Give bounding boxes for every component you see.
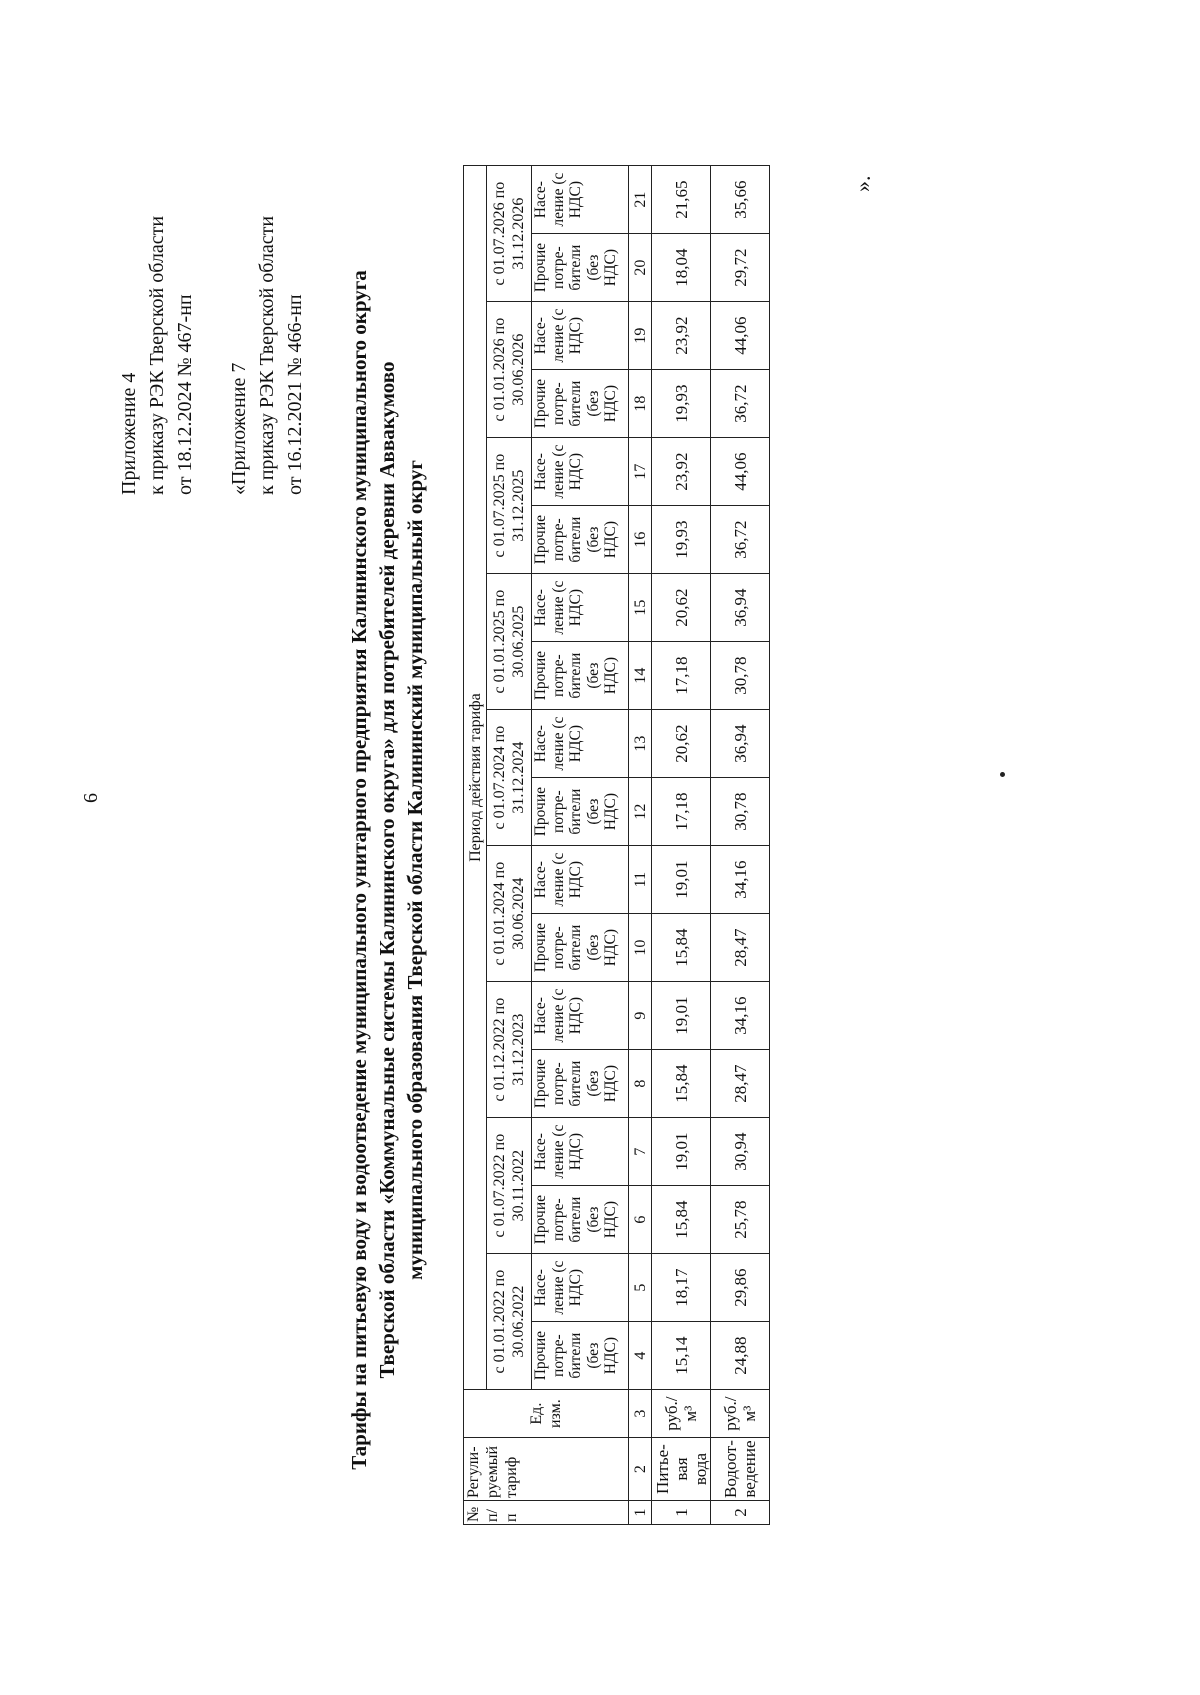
subheader-other-consumers: Прочие потре-бители (без НДС) [532,1050,629,1118]
tariff-value: 30,78 [711,642,770,710]
tariff-value: 34,16 [711,982,770,1050]
tariff-value: 17,18 [652,778,711,846]
appendix-old-line3: от 16.12.2021 № 466-нп [284,294,306,495]
subheader-other-consumers: Прочие потре-бители (без НДС) [532,914,629,982]
title-line1: Тарифы на питьевую воду и водоотведение муниципального унитарного предприятия Калининского муниципального округа [347,270,371,1470]
tariff-value: 28,47 [711,1050,770,1118]
column-numbering-row [629,166,652,1525]
appendix-new-reference [115,216,199,495]
document-title [345,145,429,1595]
tariff-value: 34,16 [711,846,770,914]
tariff-value: 36,94 [711,574,770,642]
tariff-value: 15,14 [652,1322,711,1390]
appendix-new-line3: от 18.12.2024 № 467-нп [174,294,196,495]
column-number: 2 [629,1438,652,1501]
col-header-number: № п/п [464,1501,629,1525]
tariff-value: 23,92 [652,302,711,370]
tariff-value: 25,78 [711,1186,770,1254]
tariff-value: 36,72 [711,506,770,574]
column-number: 9 [629,982,652,1050]
appendix-old-reference [225,216,309,495]
unit-cell: руб./м³ [652,1390,711,1438]
tariff-value: 23,92 [652,438,711,506]
subheader-other-consumers: Прочие потре-бители (без НДС) [532,370,629,438]
column-number: 18 [629,370,652,438]
column-number: 5 [629,1254,652,1322]
period-header: с 01.01.2026 по 30.06.2026 [487,302,532,438]
subheader-population: Насе-ление (с НДС) [532,982,629,1050]
tariff-value: 36,72 [711,370,770,438]
tariff-name: Водоот-ведение [711,1438,770,1501]
subheader-population: Насе-ление (с НДС) [532,574,629,642]
subheader-other-consumers: Прочие потре-бители (без НДС) [532,778,629,846]
subheader-population: Насе-ление (с НДС) [532,710,629,778]
column-number: 8 [629,1050,652,1118]
column-number: 19 [629,302,652,370]
period-header: с 01.07.2026 по 31.12.2026 [487,166,532,302]
column-number: 13 [629,710,652,778]
period-header: с 01.07.2024 по 31.12.2024 [487,710,532,846]
tariff-value: 20,62 [652,710,711,778]
tariff-value: 44,06 [711,438,770,506]
column-number: 7 [629,1118,652,1186]
title-line3: муниципального образования Тверской области Калининский муниципальный округ [403,460,427,1280]
tariff-value: 29,86 [711,1254,770,1322]
appendix-new-line1: Приложение 4 [118,372,140,495]
closing-quote: ». [850,175,875,192]
period-header: с 01.07.2025 по 31.12.2025 [487,438,532,574]
unit-cell: руб./м³ [711,1390,770,1438]
tariff-name: Питье-вая вода [652,1438,711,1501]
tariff-value: 44,06 [711,302,770,370]
column-number: 12 [629,778,652,846]
subheader-population: Насе-ление (с НДС) [532,1118,629,1186]
period-header: с 01.01.2025 по 30.06.2025 [487,574,532,710]
subheader-population: Насе-ление (с НДС) [532,1254,629,1322]
period-header: с 01.07.2022 по 30.11.2022 [487,1118,532,1254]
column-number: 6 [629,1186,652,1254]
tariff-value: 35,66 [711,166,770,234]
column-number: 4 [629,1322,652,1390]
tariff-value: 19,93 [652,370,711,438]
tariff-value: 21,65 [652,166,711,234]
tariff-value: 18,17 [652,1254,711,1322]
tariff-value: 20,62 [652,574,711,642]
column-number: 15 [629,574,652,642]
tariff-value: 19,01 [652,982,711,1050]
column-number: 14 [629,642,652,710]
subheader-other-consumers: Прочие потре-бители (без НДС) [532,506,629,574]
column-number: 16 [629,506,652,574]
appendix-old-line2: к приказу РЭК Тверской области [256,215,278,495]
subheader-population: Насе-ление (с НДС) [532,166,629,234]
table-row [652,166,711,1525]
subheader-other-consumers: Прочие потре-бители (без НДС) [532,234,629,302]
subheader-other-consumers: Прочие потре-бители (без НДС) [532,1186,629,1254]
subheader-other-consumers: Прочие потре-бители (без НДС) [532,1322,629,1390]
column-number: 10 [629,914,652,982]
column-number: 17 [629,438,652,506]
col-header-unit: Ед. изм. [464,1390,629,1438]
column-number: 1 [629,1501,652,1525]
ink-speck [1000,772,1005,777]
column-number: 21 [629,166,652,234]
subheader-other-consumers: Прочие потре-бители (без НДС) [532,642,629,710]
column-number: 11 [629,846,652,914]
title-line2: Тверской области «Коммунальные системы Калининского округа» для потребителей деревни Аввакумово [375,361,399,1379]
tariff-value: 19,01 [652,1118,711,1186]
period-group-header: Период действия тарифа [464,166,487,1390]
tariff-value: 18,04 [652,234,711,302]
period-header: с 01.01.2024 по 30.06.2024 [487,846,532,982]
tariff-value: 15,84 [652,1050,711,1118]
tariff-value: 29,72 [711,234,770,302]
header-row-consumers [532,166,629,1525]
tariff-value: 28,47 [711,914,770,982]
tariff-value: 19,01 [652,846,711,914]
tariff-value: 17,18 [652,642,711,710]
tariff-value: 15,84 [652,914,711,982]
tariff-value: 15,84 [652,1186,711,1254]
table-row [711,166,770,1525]
appendix-new-line2: к приказу РЭК Тверской области [146,215,168,495]
period-header: с 01.12.2022 по 31.12.2023 [487,982,532,1118]
tariff-table [463,165,770,1525]
tariff-value: 36,94 [711,710,770,778]
tariff-value: 30,78 [711,778,770,846]
column-number: 20 [629,234,652,302]
row-number: 2 [711,1501,770,1525]
tariff-value: 30,94 [711,1118,770,1186]
column-number: 3 [629,1390,652,1438]
period-header: с 01.01.2022 по 30.06.2022 [487,1254,532,1390]
page-number: 6 [80,793,102,803]
subheader-population: Насе-ление (с НДС) [532,438,629,506]
col-header-tariff: Регули-руемый тариф [464,1438,629,1501]
row-number: 1 [652,1501,711,1525]
appendix-old-line1: «Приложение 7 [228,362,250,495]
header-row-dates [487,166,532,1525]
subheader-population: Насе-ление (с НДС) [532,302,629,370]
tariff-value: 19,93 [652,506,711,574]
tariff-value: 24,88 [711,1322,770,1390]
header-row-period [464,166,487,1525]
subheader-population: Насе-ление (с НДС) [532,846,629,914]
